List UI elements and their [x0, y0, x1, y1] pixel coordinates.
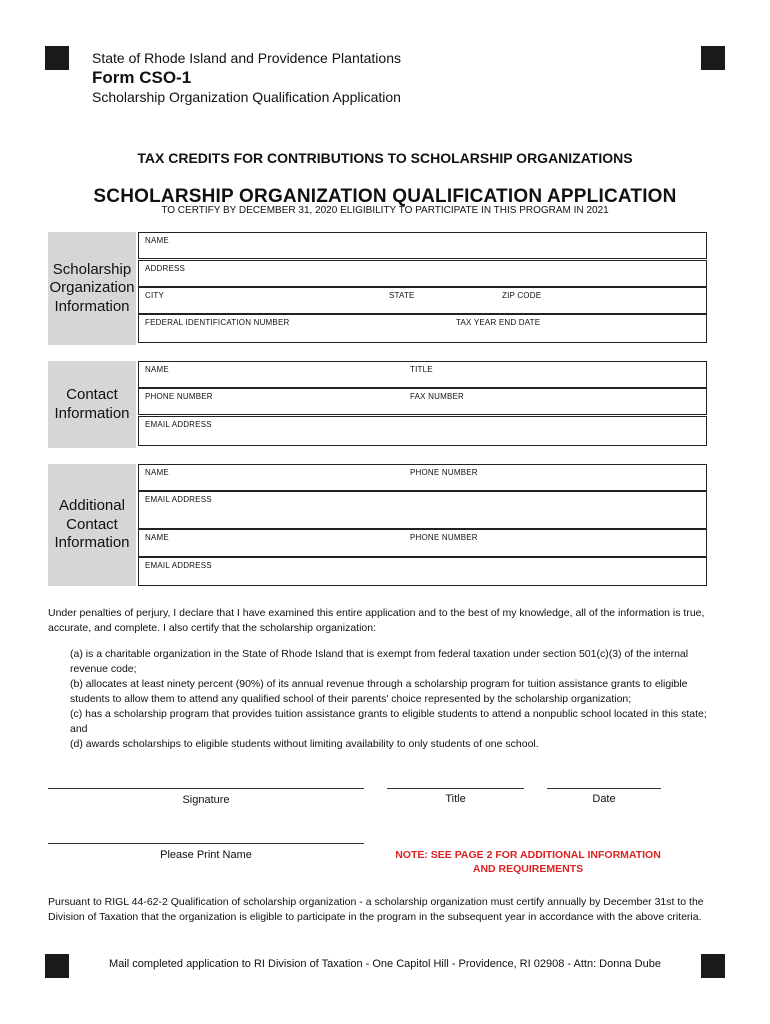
section-label-organization: Scholarship Organization Information	[48, 232, 136, 345]
field-label: TAX YEAR END DATE	[456, 318, 541, 327]
tax-credits-title: TAX CREDITS FOR CONTRIBUTIONS TO SCHOLARSHIP ORGANIZATIONS	[137, 150, 633, 166]
field-label: PHONE NUMBER	[410, 468, 478, 477]
field-label: PHONE NUMBER	[145, 392, 213, 401]
registration-mark-top-right	[701, 46, 725, 70]
additional-email1-field[interactable]	[138, 491, 707, 529]
additional-name1-field[interactable]	[138, 464, 707, 491]
field-label: FEDERAL IDENTIFICATION NUMBER	[145, 318, 290, 327]
declaration-intro: Under penalties of perjury, I declare that I have examined this entire application and to the best of my knowledge, all of the information is true, accurate, and complete. I also certify that the scholarship organization:	[48, 607, 705, 634]
field-label: CITY	[145, 291, 165, 300]
criteria-b: (b) allocates at least ninety percent (90%) of its annual revenue through a scholarship program for tuition assistance grants to eligible students to allow them to attend any qualified school of their parents' choice represented by the scholarship organization;	[70, 678, 688, 705]
field-label: FAX NUMBER	[410, 392, 465, 401]
contact-name-title-field[interactable]	[138, 361, 707, 388]
field-label: EMAIL ADDRESS	[145, 495, 212, 504]
print-name-label: Please Print Name	[160, 849, 252, 861]
signature-line[interactable]	[48, 788, 364, 789]
field-label: STATE	[389, 291, 415, 300]
date-line[interactable]	[547, 788, 661, 789]
print-name-line[interactable]	[48, 843, 364, 844]
criteria-a: (a) is a charitable organization in the State of Rhode Island that is exempt from federal taxation under section 501(c)(3) of the internal revenue code;	[70, 648, 689, 675]
additional-email2-field[interactable]	[138, 557, 707, 586]
contact-email-field[interactable]	[138, 416, 707, 446]
section-label-contact: Contact Information	[48, 361, 136, 448]
field-label: EMAIL ADDRESS	[145, 561, 212, 570]
registration-mark-top-left	[45, 46, 69, 70]
field-label: NAME	[145, 365, 169, 374]
pursuant-paragraph: Pursuant to RIGL 44-62-2 Qualification of scholarship organization - a scholarship organization must certify annually by December 31st to the Division of Taxation that the organization is eligible to participate in the program in the subsequent year in accordance with the above criteria.	[48, 896, 704, 923]
field-label: NAME	[145, 236, 169, 245]
field-label: NAME	[145, 468, 169, 477]
header-subtitle: Scholarship Organization Qualification Application	[92, 89, 401, 105]
org-address-field[interactable]	[138, 260, 707, 287]
note-see-page-2: NOTE: SEE PAGE 2 FOR ADDITIONAL INFORMATION AND REQUIREMENTS	[395, 849, 661, 875]
field-label: PHONE NUMBER	[410, 533, 478, 542]
criteria-c: (c) has a scholarship program that provides tuition assistance grants to eligible students to attend a nonpublic school located in this state; and	[70, 708, 707, 735]
section-label-additional: Additional Contact Information	[48, 464, 136, 586]
main-title: SCHOLARSHIP ORGANIZATION QUALIFICATION APPLICATION	[93, 186, 677, 207]
org-name-field[interactable]	[138, 232, 707, 259]
header-state: State of Rhode Island and Providence Plantations	[92, 50, 401, 66]
org-city-state-zip-field[interactable]	[138, 287, 707, 314]
field-label: TITLE	[410, 365, 433, 374]
field-label: NAME	[145, 533, 169, 542]
mail-instructions: Mail completed application to RI Division of Taxation - One Capitol Hill - Providence, RI 02908 - Attn: Donna Dube	[109, 958, 661, 970]
criteria-d: (d) awards scholarships to eligible students without limiting availability to only students of one school.	[70, 738, 539, 750]
form-number: Form CSO-1	[92, 68, 192, 87]
date-label: Date	[592, 793, 616, 805]
additional-name2-field[interactable]	[138, 529, 707, 557]
field-label: ADDRESS	[145, 264, 186, 273]
certify-line: TO CERTIFY BY DECEMBER 31, 2020 ELIGIBILITY TO PARTICIPATE IN THIS PROGRAM IN 2021	[161, 205, 609, 216]
field-label: ZIP CODE	[502, 291, 542, 300]
contact-phone-fax-field[interactable]	[138, 388, 707, 415]
criteria-list	[70, 647, 720, 752]
title-line[interactable]	[387, 788, 524, 789]
title-label: Title	[445, 793, 466, 805]
field-label: EMAIL ADDRESS	[145, 420, 212, 429]
org-fein-field[interactable]	[138, 314, 707, 343]
signature-label: Signature	[182, 794, 230, 806]
